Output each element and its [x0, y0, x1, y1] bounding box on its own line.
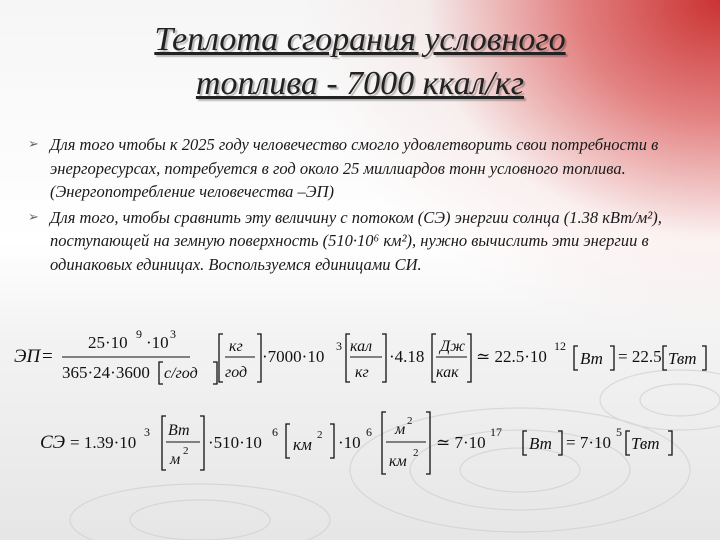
formula2-unit1-num: Вт: [168, 422, 190, 439]
formula1-eq2: = 22.5: [618, 347, 662, 366]
formula2-unit3-den-exp: 2: [413, 447, 419, 459]
bullet-text: Для того чтобы к 2025 году человечество смогло удовлетворить свои потребности в энергоресурсах, потребуется в год около 25 миллиардов тонн условного топлива. (Энергопотребление человечества –ЭП): [50, 135, 659, 201]
formula1-unit3-num: кал: [350, 338, 373, 355]
formula2-eq2-exp: 5: [616, 425, 622, 439]
formula2-mult: ·510·10: [208, 433, 262, 452]
formula1-approx-exp: 12: [554, 339, 566, 353]
formula1-num-exp: 9: [136, 327, 142, 341]
formula2-unit3-den: км: [389, 453, 407, 470]
formula1-approx: ≃ 22.5·10: [476, 347, 547, 366]
formula1-unit4-num: Дж: [440, 338, 466, 355]
formula2-unit3-num: м: [395, 421, 406, 438]
formula1-unit2-den: год: [225, 364, 248, 381]
formula1-unit-s-per-year: с/год: [164, 365, 198, 382]
title-line-2: топлива - 7000 ккал/кг: [195, 65, 525, 102]
formula2-value: = 1.39·10: [70, 433, 137, 452]
formula1-mult1-exp: 3: [336, 339, 342, 353]
formula2-unit2: км: [293, 435, 312, 454]
title-line-1: Теплота сгорания условного: [154, 21, 566, 58]
formula1-unit-watt: Вт: [580, 349, 603, 368]
formula1-num-b-exp: 3: [170, 327, 176, 341]
formula1-unit2-num: кг: [229, 338, 243, 355]
formula1-lhs: ЭП: [14, 346, 41, 367]
formula2-approx: ≃ 7·10: [436, 433, 486, 452]
arrow-bullet-icon: ➢: [28, 137, 39, 152]
formula1-unit3-den: кг: [355, 364, 369, 381]
formula1-mult2: ·4.18: [389, 347, 425, 366]
arrow-bullet-icon: ➢: [28, 209, 39, 225]
formula2-lhs: СЭ: [40, 432, 66, 453]
formula2-unit-watt: Вт: [529, 434, 552, 453]
formula1-unit-twt: Твт: [668, 349, 697, 368]
formula2-unit-twt: Твт: [631, 434, 660, 453]
formula2-mult-exp: 6: [272, 425, 278, 439]
formula2-mult2: ·10: [338, 433, 361, 452]
formula2-value-exp: 3: [144, 425, 150, 439]
formula2-approx-exp: 17: [490, 425, 502, 439]
formula2-mult2-exp: 6: [366, 425, 372, 439]
formula2-unit1-den-exp: 2: [183, 445, 189, 457]
formula2-unit2-exp: 2: [317, 429, 323, 441]
formula1-numerator: 25·10: [88, 333, 128, 352]
formula2-eq2: = 7·10: [566, 433, 611, 452]
formula1-eq: =: [42, 346, 53, 367]
bullet-text: Для того, чтобы сравнить эту величину с потоком (СЭ) энергии солнца (1.38 кВт/м²), поступающей на земную поверхность (510·10⁶ км²), нужно вычислить эти энергии в одинаковых единицах. Воспользуемся единицами СИ.: [50, 207, 662, 274]
formula2-unit1-den: м: [170, 451, 181, 468]
formula1-unit4-den: как: [436, 364, 459, 381]
formula1-mult1: ·7000·10: [262, 347, 325, 366]
formula2-unit3-num-exp: 2: [407, 415, 413, 427]
formula1-denominator: 365·24·3600: [62, 363, 150, 382]
formula1-numerator-b: ·10: [146, 333, 169, 352]
